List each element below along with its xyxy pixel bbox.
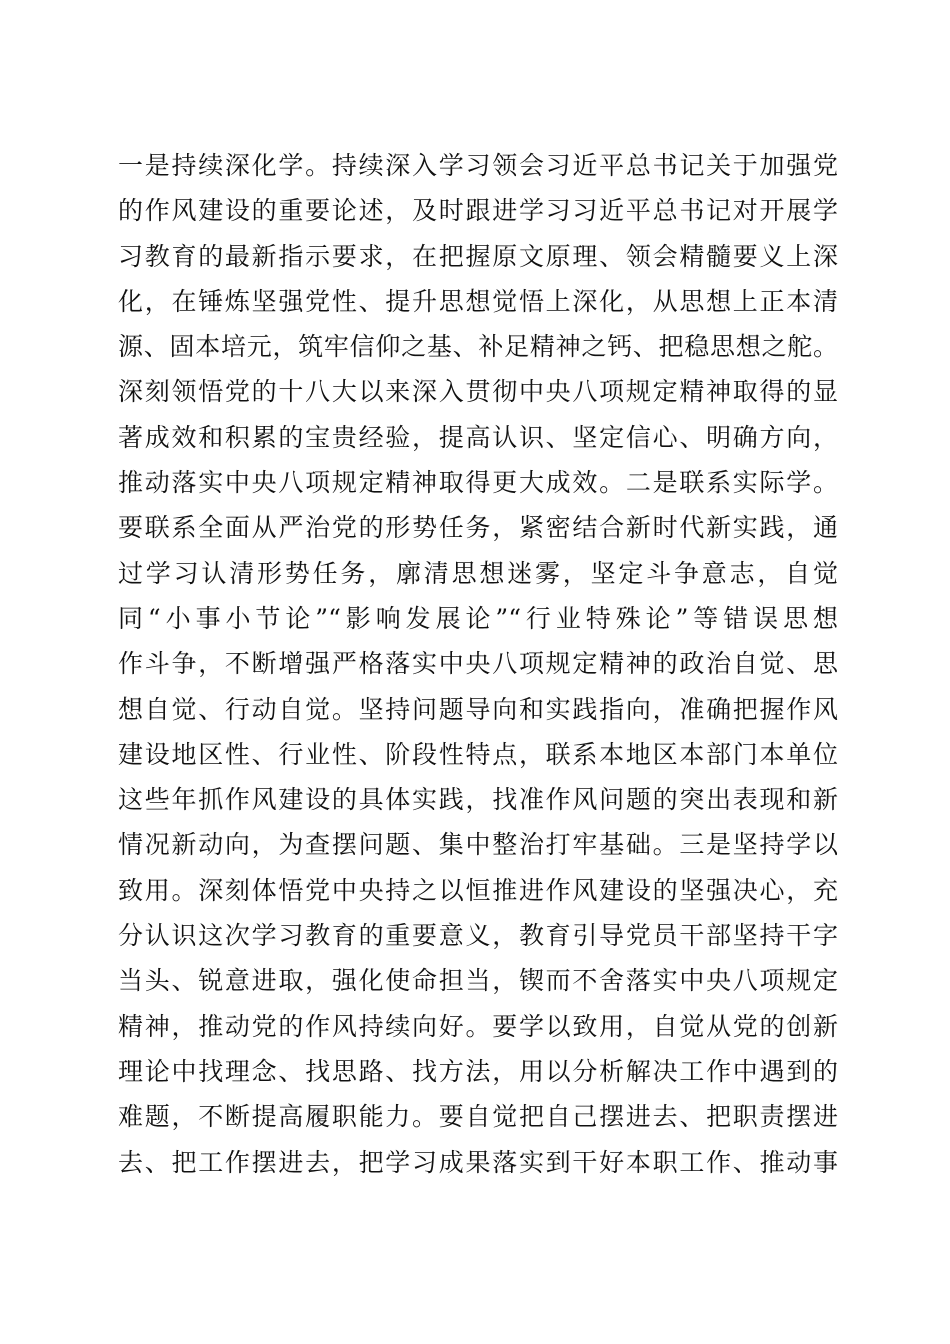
text-line-20: 精神，推动党的作风持续向好。要学以致用，自觉从党的创新 [118, 1011, 838, 1041]
text-line-16: 情况新动向，为查摆问题、集中整治打牢基础。三是坚持学以 [118, 830, 838, 860]
text-line-22: 难题，不断提高履职能力。要自觉把自己摆进去、把职责摆进 [118, 1102, 838, 1132]
text-line-17: 致用。深刻体悟党中央持之以恒推进作风建设的坚强决心，充 [118, 875, 838, 905]
text-line-19: 当头、锐意进取，强化使命担当，锲而不舍落实中央八项规定 [118, 966, 838, 996]
text-line-7: 著成效和积累的宝贵经验，提高认识、坚定信心、明确方向， [118, 422, 838, 452]
text-line-4: 化，在锤炼坚强党性、提升思想觉悟上深化，从思想上正本清 [118, 286, 838, 316]
text-line-1: 一是持续深化学。持续深入学习领会习近平总书记关于加强党 [118, 151, 838, 180]
text-line-11: 同“小事小节论”“影响发展论”“行业特殊论”等错误思想 [118, 603, 838, 633]
body-paragraph [118, 143, 838, 1185]
text-line-15: 这些年抓作风建设的具体实践，找准作风问题的突出表现和新 [118, 785, 838, 815]
text-line-13: 想自觉、行动自觉。坚持问题导向和实践指向，准确把握作风 [118, 694, 838, 724]
text-line-10: 过学习认清形势任务，廓清思想迷雾，坚定斗争意志，自觉 [118, 558, 838, 588]
text-line-5: 源、固本培元，筑牢信仰之基、补足精神之钙、把稳思想之舵。 [118, 332, 838, 362]
text-line-6: 深刻领悟党的十八大以来深入贯彻中央八项规定精神取得的显 [118, 377, 838, 407]
text-line-18: 分认识这次学习教育的重要意义，教育引导党员干部坚持干字 [118, 921, 838, 951]
text-line-3: 习教育的最新指示要求，在把握原文原理、领会精髓要义上深 [118, 241, 838, 271]
text-line-21: 理论中找理念、找思路、找方法，用以分析解决工作中遇到的 [118, 1056, 838, 1086]
text-line-8: 推动落实中央八项规定精神取得更大成效。二是联系实际学。 [118, 468, 838, 498]
text-line-9: 要联系全面从严治党的形势任务，紧密结合新时代新实践，通 [118, 513, 838, 543]
text-line-12: 作斗争，不断增强严格落实中央八项规定精神的政治自觉、思 [118, 649, 838, 679]
text-line-2: 的作风建设的重要论述，及时跟进学习习近平总书记对开展学 [118, 196, 838, 226]
text-line-23: 去、把工作摆进去，把学习成果落实到干好本职工作、推动事 [118, 1147, 838, 1177]
text-line-14: 建设地区性、行业性、阶段性特点，联系本地区本部门本单位 [118, 739, 838, 769]
